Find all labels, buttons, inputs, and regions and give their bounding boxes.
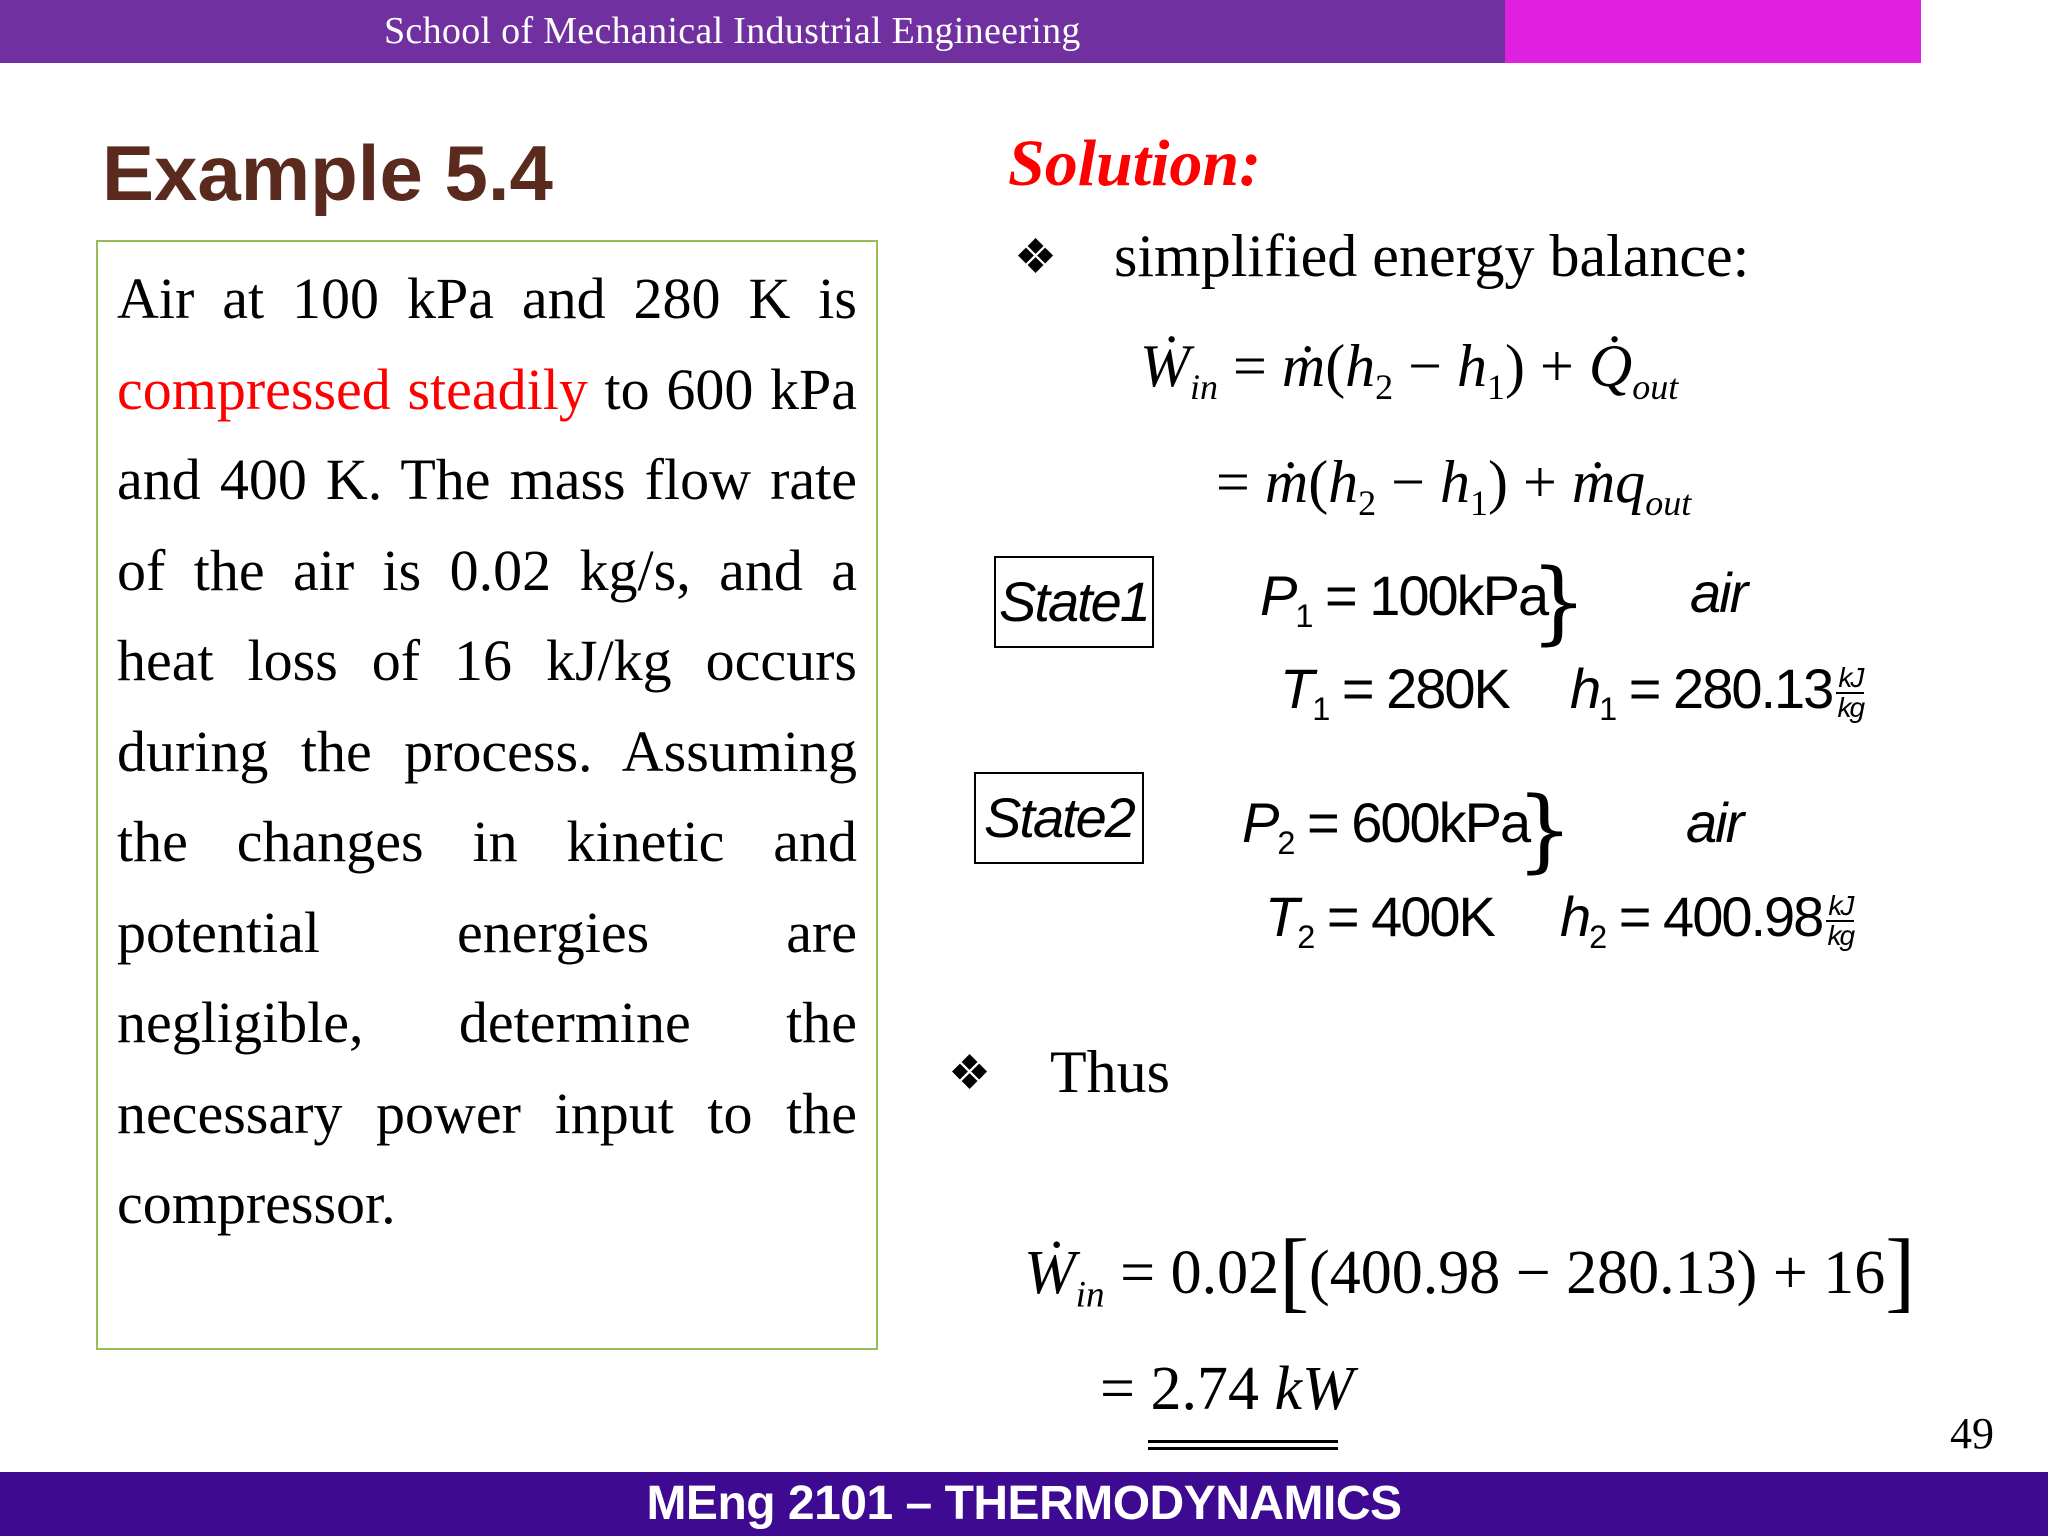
energy-balance-equation-2: = $ṁ(h_2 - h_1)$ + ṁq$_{out}$ — [1216, 449, 1692, 523]
power-calculation: Ẇ$_{in}$ = 0.02[(400.98 − 280.13) + 16] — [1024, 1222, 1916, 1321]
state1-pressure: $P_1 = 100kPa$ — [1260, 564, 1548, 635]
state2-brace: } — [1516, 778, 1574, 883]
example-title: Example 5.4 — [102, 129, 553, 217]
problem-text-part1: Air at 100 kPa and 280 K is — [117, 266, 857, 331]
power-unit: kW — [1274, 1355, 1354, 1423]
state1-unit — [1836, 664, 1864, 722]
state2-temperature: $T_2 = 400K$ — [1265, 885, 1494, 956]
state2-unit-den: kg — [1827, 920, 1854, 952]
state1-brace: } — [1530, 550, 1588, 655]
state2-enthalpy-value: 400.98 — [1663, 885, 1823, 948]
state1-enthalpy-value: 280.13 — [1673, 657, 1833, 720]
state2-pressure-value: 600kPa — [1351, 791, 1530, 854]
state2-pressure: $P_2 = 600kPa$ — [1242, 791, 1530, 862]
diamond-bullet-icon: ❖ — [1014, 231, 1058, 284]
power-result: = 2.74 kW — [1100, 1355, 1354, 1423]
state1-enthalpy: $h_1 = 280.13$ $\frac{kJ}{kg}$ — [1570, 657, 1864, 728]
state2-label: State2 — [974, 772, 1144, 864]
state2-unit-num: kJ — [1828, 890, 1853, 922]
q-out-value: 16 — [1823, 1239, 1886, 1307]
h1-value: 280.13 — [1566, 1239, 1737, 1307]
state1-pressure-value: 100kPa — [1369, 564, 1548, 627]
state1-temperature: $T_1 = 280K$ — [1280, 657, 1509, 728]
state1-label: State1 — [994, 556, 1154, 648]
state2-temperature-value: 400K — [1371, 885, 1494, 948]
diamond-bullet-icon: ❖ — [948, 1047, 992, 1100]
state2-enthalpy: $h_2 = 400.98$ $\frac{kJ}{kg}$ — [1560, 885, 1854, 956]
solution-title: Solution: — [1008, 127, 1262, 200]
school-name: School of Mechanical Industrial Engineering — [384, 10, 1081, 52]
state1-temperature-value: 280K — [1386, 657, 1509, 720]
problem-statement — [117, 254, 857, 1250]
problem-text-part2: to 600 kPa and 400 K. The mass flow rate of the air is 0.02 kg/s, and a heat loss of 16 kJ/kg occurs during the process. Assuming the changes in kinetic and potential energies are negligible, determine the necessary power input to the compressor. — [117, 356, 857, 1236]
state2-substance: air — [1686, 791, 1743, 854]
energy-balance-equation: Ẇ$_{in}$ = $ṁ(h_2 - h_1)$ + $Q̇_{out}$ — [1140, 333, 1679, 407]
header-accent-bar — [1505, 0, 1921, 63]
state2-unit — [1826, 892, 1854, 950]
bullet-energy-balance: simplified energy balance: — [1114, 223, 1750, 289]
h2-value: 400.98 — [1329, 1239, 1501, 1307]
mass-flow-value: 0.02 — [1170, 1239, 1280, 1307]
state1-unit-num: kJ — [1838, 662, 1863, 694]
result-double-underline — [1148, 1440, 1338, 1450]
power-value: 2.74 — [1150, 1355, 1259, 1423]
problem-highlight: compressed steadily — [117, 356, 588, 422]
bullet-thus: Thus — [1050, 1039, 1170, 1105]
page-number: 49 — [1950, 1409, 1994, 1458]
state1-unit-den: kg — [1837, 692, 1864, 724]
state1-substance: air — [1690, 561, 1747, 624]
footer-course-title: MEng 2101 – THERMODYNAMICS — [0, 1472, 2048, 1536]
